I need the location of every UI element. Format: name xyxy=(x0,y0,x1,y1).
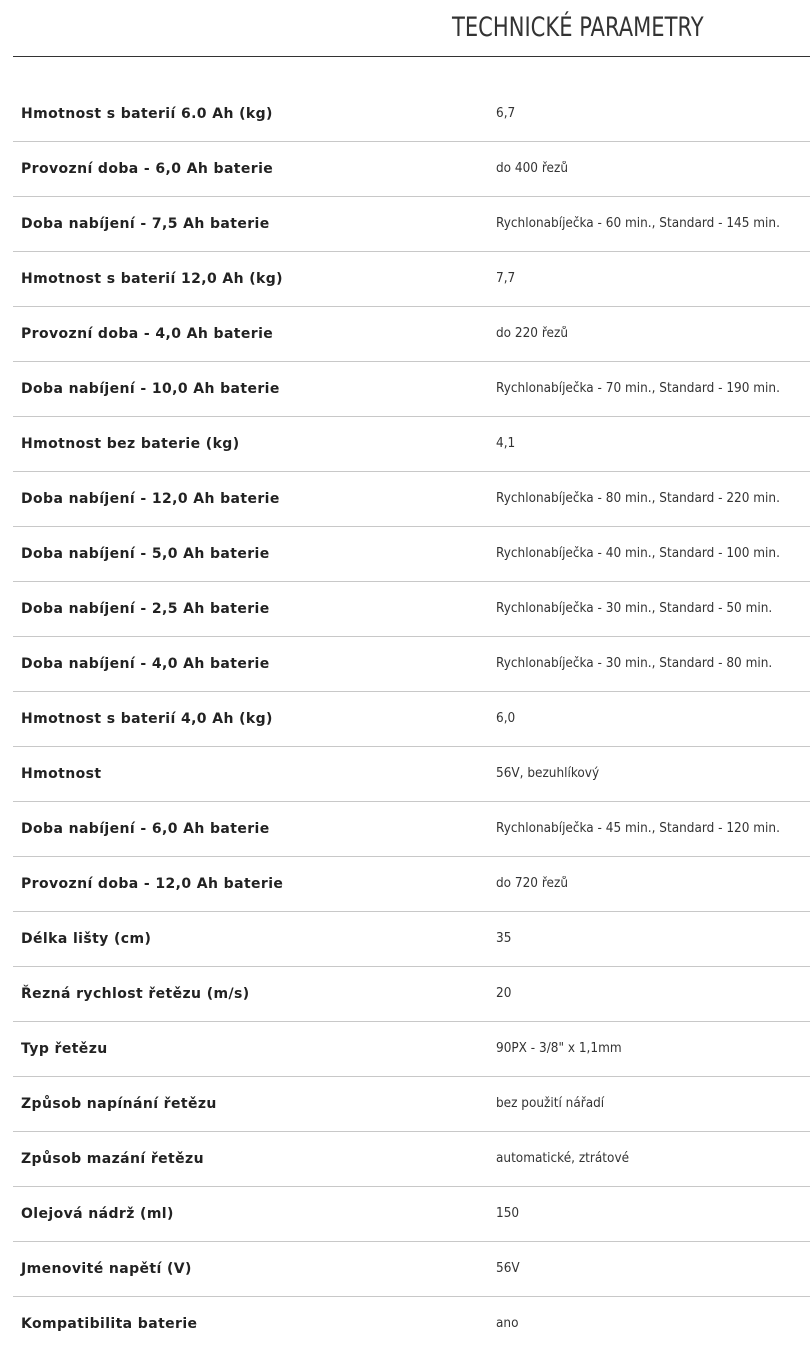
spec-row xyxy=(13,472,810,527)
spec-label: Doba nabíjení - 10,0 Ah baterie xyxy=(21,381,280,397)
spec-label: Doba nabíjení - 12,0 Ah baterie xyxy=(21,491,280,507)
spec-label: Hmotnost s baterií 6.0 Ah (kg) xyxy=(21,106,273,122)
spec-row xyxy=(13,1242,810,1297)
spec-value: ano xyxy=(496,1316,519,1331)
spec-row xyxy=(13,142,810,197)
spec-value: Rychlonabíječka - 30 min., Standard - 50 min. xyxy=(496,601,773,616)
spec-value: do 400 řezů xyxy=(496,161,568,176)
spec-row xyxy=(13,197,810,252)
spec-row xyxy=(13,1077,810,1132)
spec-row xyxy=(13,802,810,857)
spec-label: Řezná rychlost řetězu (m/s) xyxy=(21,986,250,1002)
spec-row xyxy=(13,307,810,362)
spec-value: do 220 řezů xyxy=(496,326,568,341)
spec-label: Provozní doba - 4,0 Ah baterie xyxy=(21,326,274,342)
spec-row xyxy=(13,417,810,472)
spec-label: Hmotnost xyxy=(21,766,102,782)
spec-row xyxy=(13,252,810,307)
spec-label: Typ řetězu xyxy=(21,1041,108,1057)
spec-row xyxy=(13,1297,810,1351)
spec-row xyxy=(13,87,810,142)
spec-row xyxy=(13,637,810,692)
spec-value: 56V xyxy=(496,1261,520,1276)
spec-label: Způsob napínání řetězu xyxy=(21,1096,217,1112)
spec-label: Doba nabíjení - 4,0 Ah baterie xyxy=(21,656,270,672)
spec-value: 150 xyxy=(496,1206,520,1221)
spec-row xyxy=(13,912,810,967)
spec-value: Rychlonabíječka - 70 min., Standard - 190 min. xyxy=(496,381,780,396)
spec-row xyxy=(13,967,810,1022)
spec-value: bez použití nářadí xyxy=(496,1096,605,1111)
spec-value: Rychlonabíječka - 45 min., Standard - 120 min. xyxy=(496,821,780,836)
spec-label: Hmotnost s baterií 12,0 Ah (kg) xyxy=(21,271,283,287)
spec-row xyxy=(13,857,810,912)
spec-label: Délka lišty (cm) xyxy=(21,931,152,947)
spec-row xyxy=(13,582,810,637)
spec-row xyxy=(13,747,810,802)
spec-value: 56V, bezuhlíkový xyxy=(496,766,600,781)
spec-row xyxy=(13,1187,810,1242)
spec-value: automatické, ztrátové xyxy=(496,1151,630,1166)
spec-label: Olejová nádrž (ml) xyxy=(21,1206,174,1222)
spec-value: do 720 řezů xyxy=(496,876,568,891)
spec-label: Doba nabíjení - 7,5 Ah baterie xyxy=(21,216,270,232)
spec-row xyxy=(13,1132,810,1187)
spec-label: Provozní doba - 6,0 Ah baterie xyxy=(21,161,274,177)
spec-label: Kompatibilita baterie xyxy=(21,1316,198,1332)
spec-label: Doba nabíjení - 2,5 Ah baterie xyxy=(21,601,270,617)
section-title: TECHNICKÉ PARAMETRY xyxy=(452,12,704,43)
spec-row xyxy=(13,1022,810,1077)
spec-value: 6,0 xyxy=(496,711,516,726)
section-header xyxy=(0,0,810,57)
spec-value: 6,7 xyxy=(496,106,516,121)
spec-value: Rychlonabíječka - 40 min., Standard - 100 min. xyxy=(496,546,780,561)
spec-label: Hmotnost s baterií 4,0 Ah (kg) xyxy=(21,711,273,727)
spec-label: Provozní doba - 12,0 Ah baterie xyxy=(21,876,284,892)
spec-label: Způsob mazání řetězu xyxy=(21,1151,204,1167)
spec-value: 7,7 xyxy=(496,271,516,286)
spec-value: 35 xyxy=(496,931,512,946)
spec-value: 90PX - 3/8" x 1,1mm xyxy=(496,1041,622,1056)
spec-value: Rychlonabíječka - 30 min., Standard - 80 min. xyxy=(496,656,773,671)
spec-value: Rychlonabíječka - 80 min., Standard - 220 min. xyxy=(496,491,780,506)
spec-label: Jmenovité napětí (V) xyxy=(21,1261,192,1277)
spec-table xyxy=(13,87,810,1351)
header-divider xyxy=(13,56,810,57)
spec-row xyxy=(13,362,810,417)
spec-row xyxy=(13,527,810,582)
spec-row xyxy=(13,692,810,747)
spec-label: Hmotnost bez baterie (kg) xyxy=(21,436,240,452)
spec-label: Doba nabíjení - 6,0 Ah baterie xyxy=(21,821,270,837)
spec-value: 20 xyxy=(496,986,512,1001)
spec-value: Rychlonabíječka - 60 min., Standard - 145 min. xyxy=(496,216,780,231)
spec-label: Doba nabíjení - 5,0 Ah baterie xyxy=(21,546,270,562)
spec-value: 4,1 xyxy=(496,436,516,451)
